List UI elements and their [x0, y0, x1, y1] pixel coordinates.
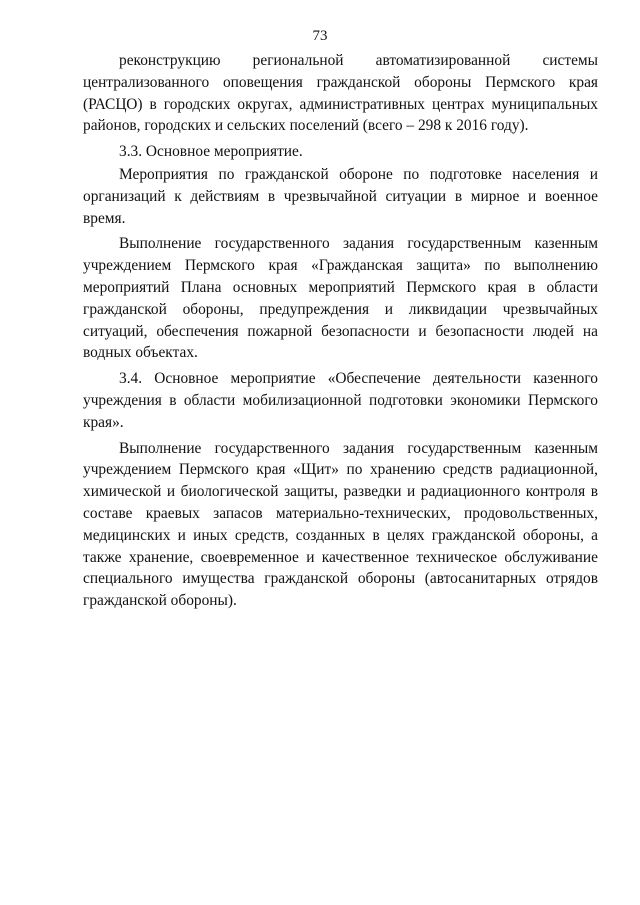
paragraph-civil-protection-task: Выполнение государственного задания государственным казенным учреждением Пермского края «Гражданская защита» по выполнению мероприятий Плана основных мероприятий Пермского края в области гражданской обороны, предупреждения и ликвидации чрезвычайных ситуаций, обеспечения пожарной безопасности и безопасности людей на водных объектах. — [83, 235, 598, 362]
paragraph-civil-defense-measures: Мероприятия по гражданской обороне по подготовке населения и организаций к действиям в чрезвычайной ситуации в мирное и военное время. — [83, 165, 598, 227]
paragraph-rasco-reconstruction: реконструкцию региональной автоматизированной системы централизованного оповещения гражданской обороны Пермского края (РАСЦО) в городских округах, административных центрах муниципальных районов, городских и сельских поселений (всего – 298 к 2016 году). — [83, 52, 598, 135]
section-heading-3-3: 3.3. Основное мероприятие. — [119, 143, 303, 161]
document-body — [83, 50, 598, 616]
paragraph-shield-institution-task: Выполнение государственного задания государственным казенным учреждением Пермского края «Щит» по хранению средств радиационной, химической и биологической защиты, разведки и радиационного контроля в составе краевых запасов материально-технических, продовольственных, медицинских и иных средств, созданных в целях гражданской обороны, а также хранение, своевременное и качественное техническое обслуживание специального имущества гражданской обороны (автосанитарных отрядов гражданской обороны). — [83, 439, 598, 610]
section-heading-3-4: 3.4. Основное мероприятие «Обеспечение деятельности казенного учреждения в области мобилизационной подготовки экономики Пермского края». — [83, 370, 598, 431]
page-number: 73 — [312, 28, 328, 44]
